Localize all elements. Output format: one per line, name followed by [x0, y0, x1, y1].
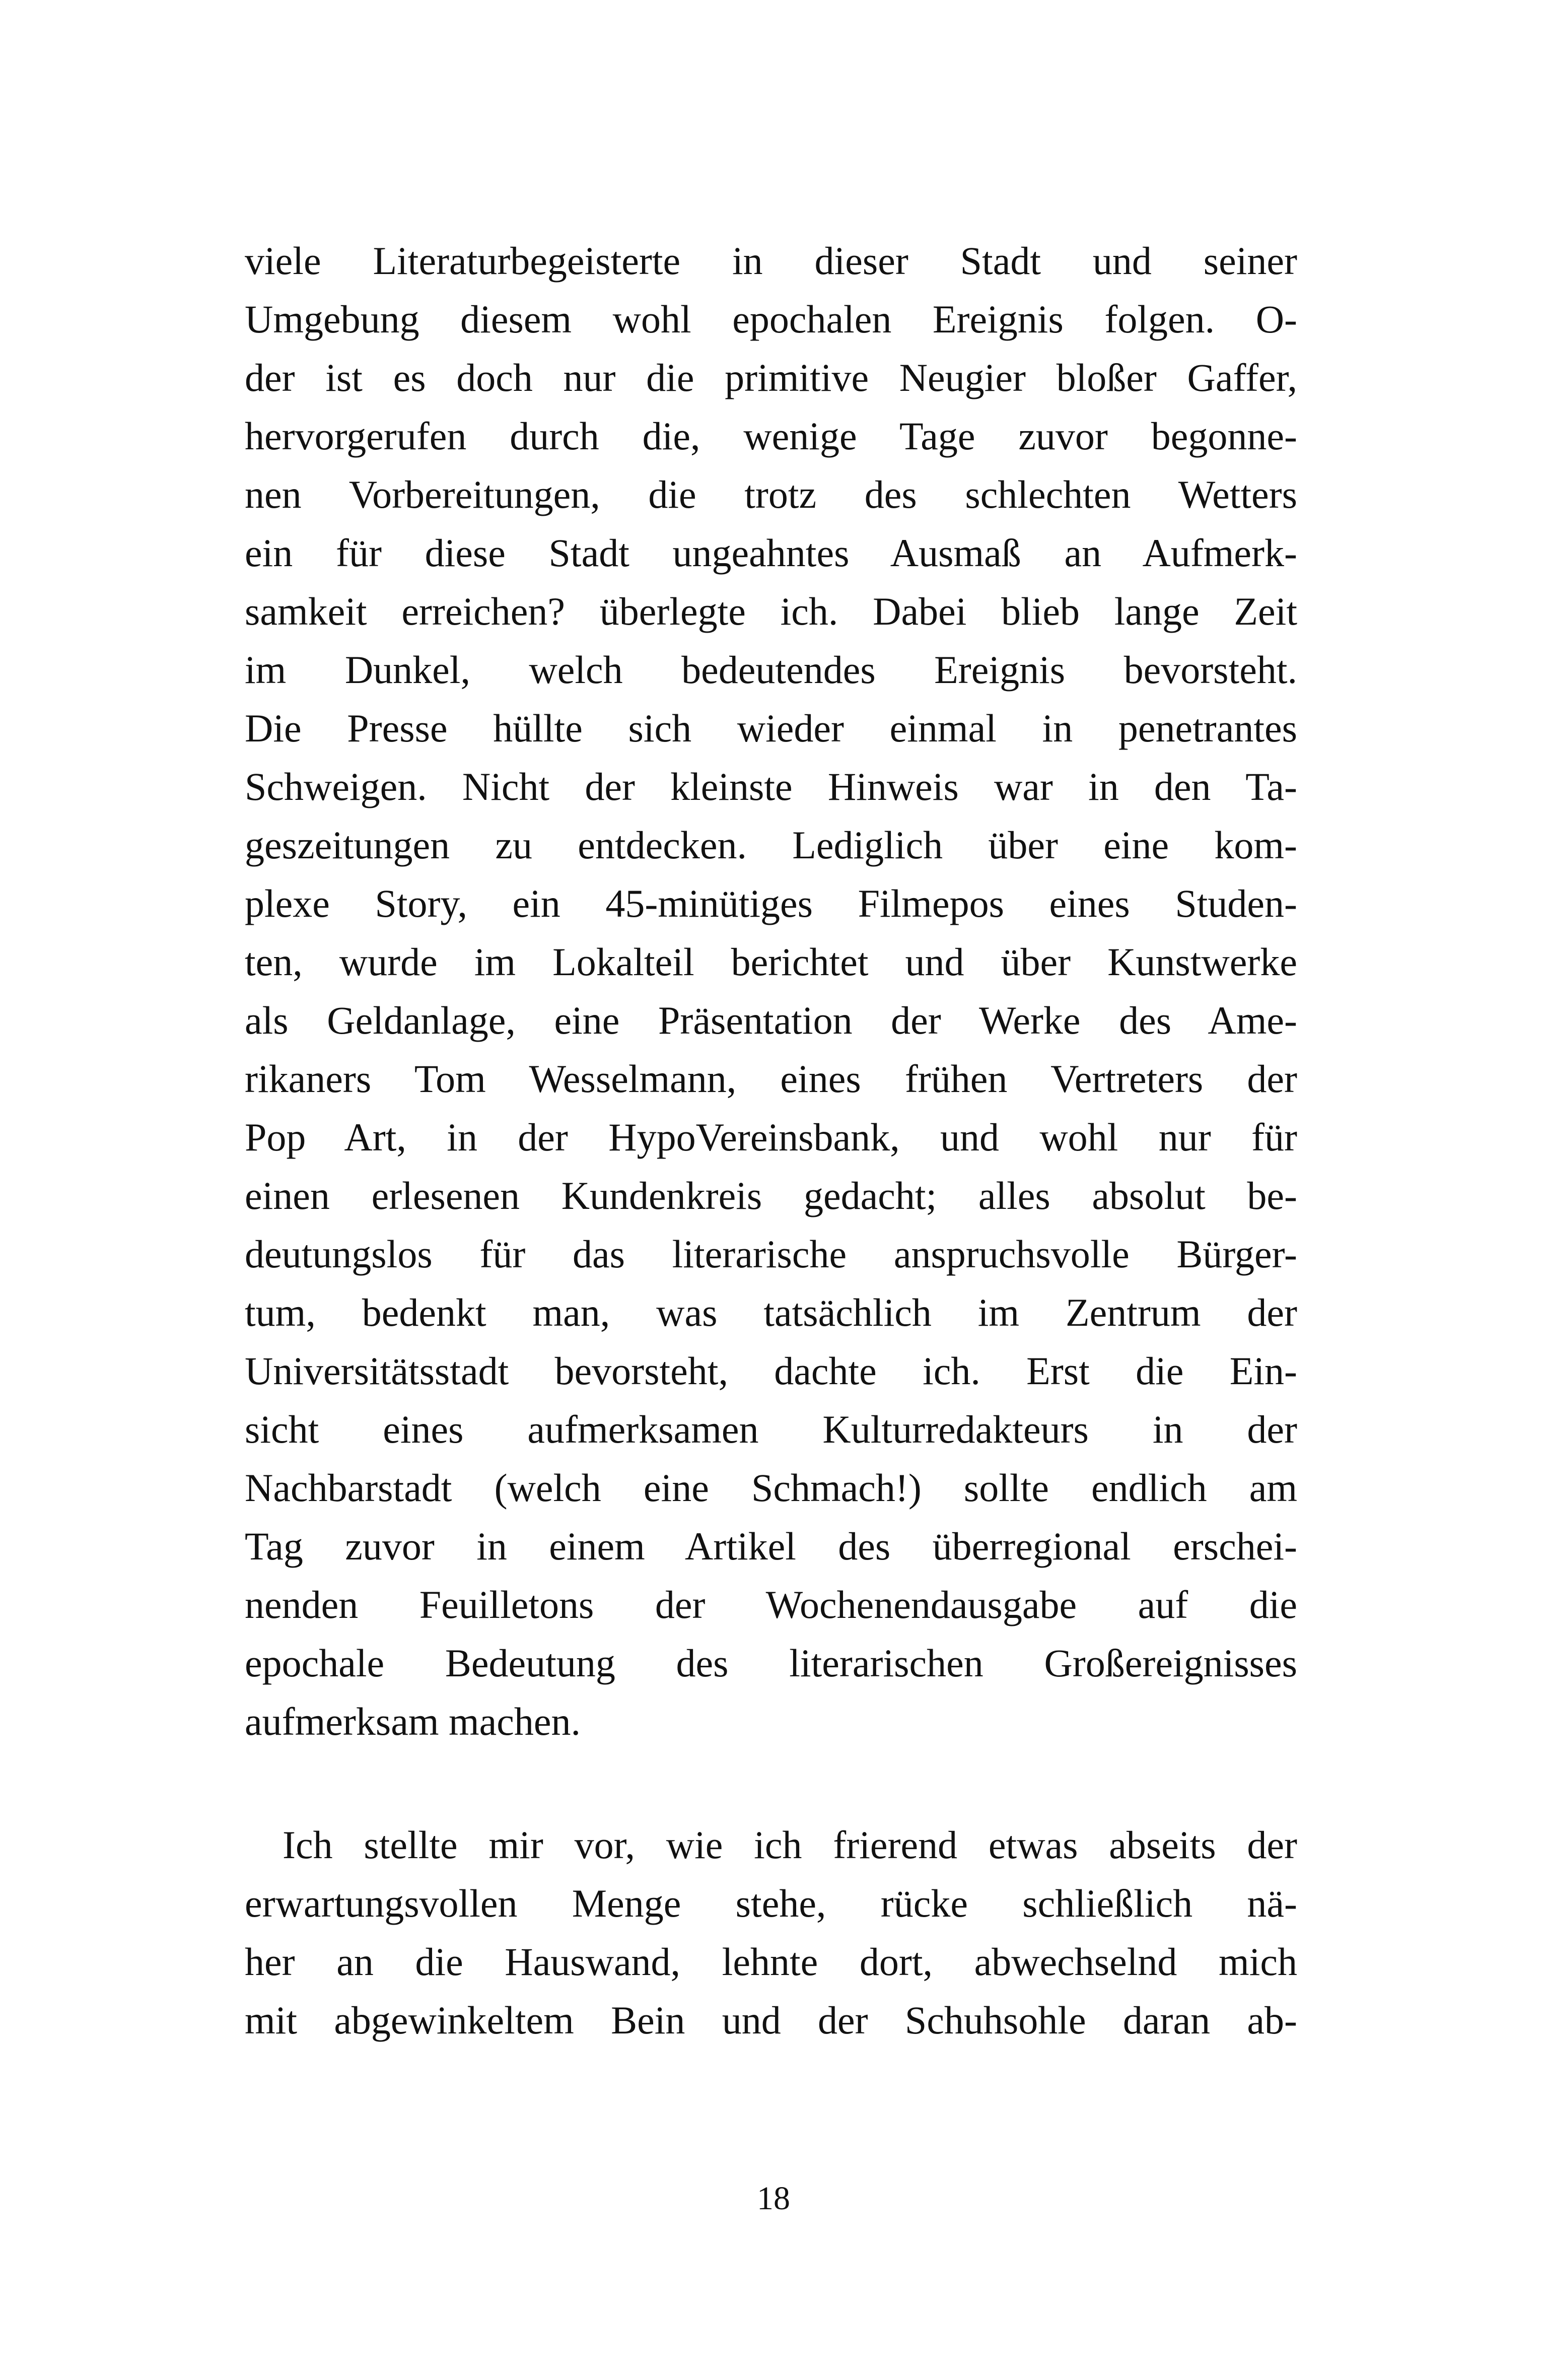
text-line: rikaners Tom Wesselmann, eines frühen Vertreters der — [245, 1057, 1297, 1101]
text-line: Nachbarstadt (welch eine Schmach!) sollte endlich am — [245, 1466, 1297, 1510]
text-line: Ich stellte mir vor, wie ich frierend etwas abseits der — [283, 1823, 1297, 1867]
text-line: der ist es doch nur die primitive Neugier bloßer Gaffer, — [245, 356, 1297, 399]
text-line: plexe Story, ein 45-minütiges Filmepos eines Studen- — [245, 881, 1297, 925]
text-line: aufmerksam machen. — [245, 1699, 581, 1743]
text-line: deutungslos für das literarische anspruchsvolle Bürger- — [245, 1232, 1297, 1276]
text-line: geszeitungen zu entdecken. Lediglich über eine kom- — [245, 823, 1297, 867]
text-line: ten, wurde im Lokalteil berichtet und über Kunstwerke — [245, 940, 1297, 984]
text-line: im Dunkel, welch bedeutendes Ereignis bevorsteht. — [245, 648, 1297, 692]
text-line: Universitätsstadt bevorsteht, dachte ich. Erst die Ein- — [245, 1349, 1297, 1393]
text-line: viele Literaturbegeisterte in dieser Stadt und seiner — [245, 239, 1297, 283]
text-line: Pop Art, in der HypoVereinsbank, und wohl nur für — [245, 1115, 1297, 1159]
text-line: her an die Hauswand, lehnte dort, abwechselnd mich — [245, 1940, 1297, 1984]
text-line: ein für diese Stadt ungeahntes Ausmaß an Aufmerk- — [245, 531, 1297, 575]
text-line: Umgebung diesem wohl epochalen Ereignis folgen. O- — [245, 297, 1297, 341]
text-line: Die Presse hüllte sich wieder einmal in penetrantes — [245, 706, 1297, 750]
text-line: mit abgewinkeltem Bein und der Schuhsohle daran ab- — [245, 1998, 1297, 2042]
text-line: als Geldanlage, eine Präsentation der Werke des Ame- — [245, 998, 1297, 1042]
paragraph-2 — [245, 1816, 1297, 2050]
text-line: nen Vorbereitungen, die trotz des schlechten Wetters — [245, 472, 1297, 516]
text-line: hervorgerufen durch die, wenige Tage zuvor begonne- — [245, 414, 1297, 458]
text-line: einen erlesenen Kundenkreis gedacht; alles absolut be- — [245, 1174, 1297, 1217]
text-line: Tag zuvor in einem Artikel des überregional erschei- — [245, 1524, 1297, 1568]
text-line: Schweigen. Nicht der kleinste Hinweis war in den Ta- — [245, 765, 1297, 808]
text-line: erwartungsvollen Menge stehe, rücke schließlich nä- — [245, 1881, 1297, 1925]
text-line: tum, bedenkt man, was tatsächlich im Zentrum der — [245, 1290, 1297, 1334]
text-line: samkeit erreichen? überlegte ich. Dabei blieb lange Zeit — [245, 589, 1297, 633]
paragraph-1 — [245, 232, 1297, 1751]
text-line: epochale Bedeutung des literarischen Großereignisses — [245, 1641, 1297, 1685]
page-number: 18 — [757, 2180, 790, 2217]
text-line: sicht eines aufmerksamen Kulturredakteurs in der — [245, 1407, 1297, 1451]
text-line: nenden Feuilletons der Wochenendausgabe auf die — [245, 1583, 1297, 1626]
